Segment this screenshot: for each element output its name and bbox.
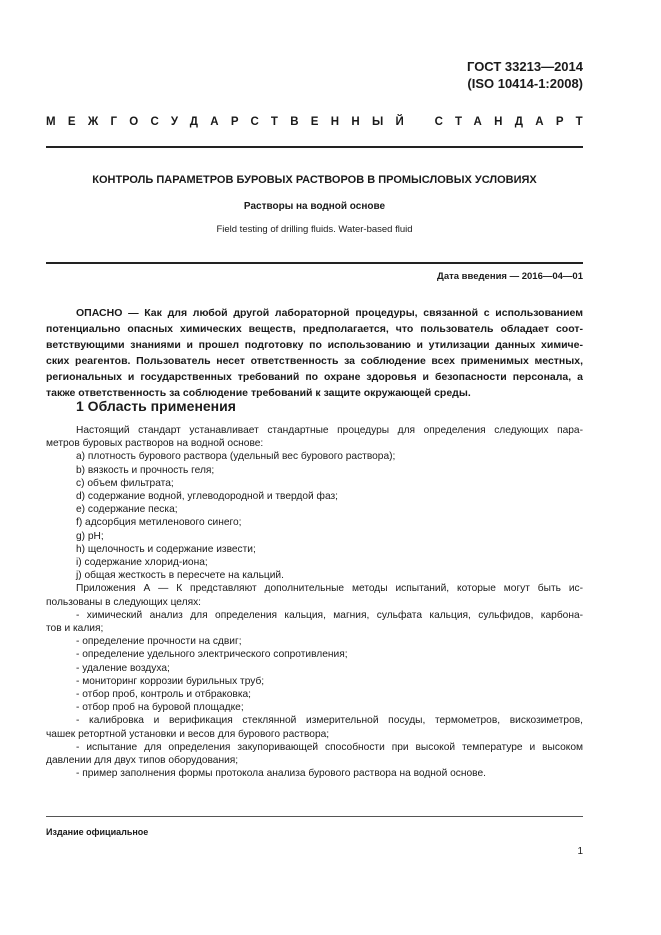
list-item: давлении для двух типов оборудования; — [46, 755, 239, 767]
standard-designation — [467, 58, 583, 92]
edition-label: Издание официальное — [46, 827, 149, 837]
list-item: - отбор проб на буровой площадке; — [76, 702, 244, 714]
list-item: - пример заполнения формы протокола анализа бурового раствора на водной основе. — [76, 768, 486, 780]
section-body — [46, 424, 583, 780]
list-item: f) адсорбция метиленового синего; — [76, 517, 242, 529]
list-item: - мониторинг коррозии бурильных труб; — [76, 675, 265, 687]
list-item: e) содержание песка; — [76, 504, 178, 516]
section-heading: 1 Область применения — [76, 398, 236, 414]
list-item: i) содержание хлорид-иона; — [76, 557, 208, 569]
list-item: - удаление воздуха; — [76, 662, 170, 674]
list-item: чашек ретортной установки и весов для бурового раствора; — [46, 728, 330, 740]
document-subtitle: Растворы на водной основе — [243, 201, 386, 212]
standard-number: ГОСТ 33213—2014 — [467, 59, 583, 74]
warning-paragraph — [46, 305, 583, 401]
warning-line: ских реагентов. Пользователь несет ответственность за соблюдение всех применимых местных, — [46, 355, 583, 367]
warning-line: региональных и государственных требований по охране здоровья и безопасности персонала, а — [46, 371, 583, 383]
standard-type-right: СТАНДАРТ — [434, 116, 595, 128]
list-item: b) вязкость и прочность геля; — [76, 464, 215, 476]
list-item: - отбор проб, контроль и отбраковка; — [76, 689, 252, 701]
list-item: g) pH; — [76, 530, 104, 542]
list-item: - определение удельного электрического сопротивления; — [76, 649, 348, 661]
title-rule — [46, 262, 583, 264]
warning-line: ветствующими знаниями и прошел подготовку по использованию и утилизации данных химиче- — [46, 339, 583, 351]
standard-type — [46, 116, 595, 128]
list-item: c) объем фильтрата; — [76, 477, 174, 489]
footer-rule — [46, 816, 583, 817]
body-line: пользованы в следующих целях: — [46, 596, 202, 608]
document-title: КОНТРОЛЬ ПАРАМЕТРОВ БУРОВЫХ РАСТВОРОВ В ПРОМЫСЛОВЫХ УСЛОВИЯХ — [92, 174, 537, 186]
list-item: a) плотность бурового раствора (удельный вес бурового раствора); — [76, 451, 396, 463]
body-line: Настоящий стандарт устанавливает стандартные процедуры для определения следующих пара- — [76, 425, 583, 436]
list-item: - калибровка и верификация стеклянной измерительной посуды, термометров, вискозиметров, — [76, 715, 583, 727]
introduction-date: Дата введения — 2016—04—01 — [437, 271, 583, 282]
list-item: d) содержание водной, углеводородной и твердой фаз; — [76, 491, 338, 503]
list-item: - определение прочности на сдвиг; — [76, 636, 242, 648]
page-number: 1 — [577, 846, 583, 857]
iso-number: (ISO 10414-1:2008) — [467, 76, 583, 91]
list-item: тов и калия; — [46, 623, 104, 635]
warning-line: ОПАСНО — Как для любой другой лабораторной процедуры, связанной с использованием — [76, 307, 583, 319]
standard-type-left: МЕЖГОСУДАРСТВЕННЫЙ — [46, 116, 417, 128]
list-item: - химический анализ для определения кальция, магния, сульфата кальция, сульфидов, карбона- — [76, 609, 583, 621]
list-item: - испытание для определения закупоривающей способности при высокой температуре и высоком — [76, 741, 583, 753]
warning-line: также ответственность за соблюдение требований к защите окружающей среды. — [46, 387, 471, 399]
list-item: h) щелочность и содержание извести; — [76, 543, 256, 555]
warning-line: потенциально опасных химических веществ, предполагается, что пользователь обладает соот- — [46, 323, 583, 335]
header-rule — [46, 146, 583, 148]
body-line: метров буровых растворов на водной основе: — [46, 438, 264, 450]
english-title: Field testing of drilling fluids. Water-based fluid — [216, 224, 413, 235]
list-item: j) общая жесткость в пересчете на кальций. — [76, 570, 284, 582]
body-line: Приложения А — К представляют дополнительные методы испытаний, которые могут быть ис- — [76, 583, 583, 595]
